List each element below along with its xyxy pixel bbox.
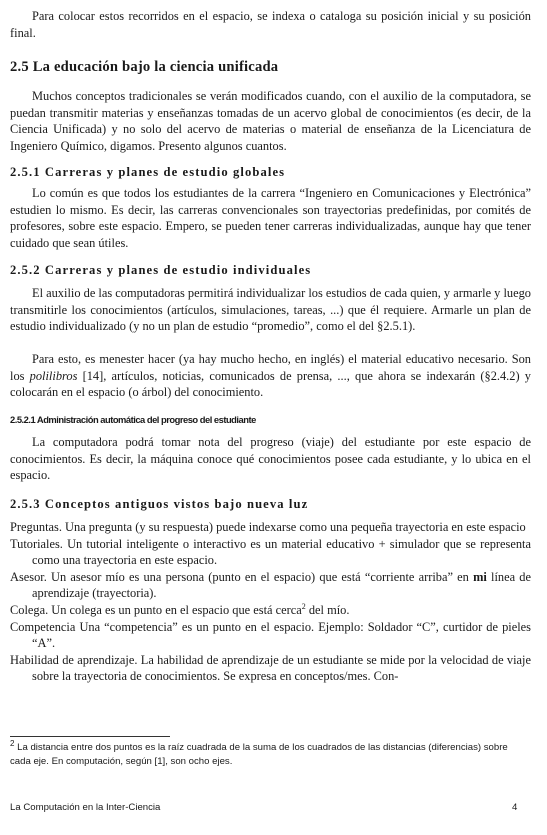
list-item-colega: Colega. Un colega es un punto en el espacio que está cerca$^2$ del mío. bbox=[10, 601, 350, 617]
footnote-mark: 2 bbox=[10, 738, 15, 748]
list-item-asesor: Asesor. Un asesor mío es una persona (punto en el espacio) que está “corriente arriba” en mi línea de aprendizaje (trayectoria). bbox=[10, 569, 531, 601]
footer-title: La Computación en la Inter-Ciencia bbox=[10, 802, 161, 813]
paragraph-2-5-2-a: El auxilio de las computadoras permitirá individualizar los estudios de cada quien, y armarle y luego transmitirle los conocimientos (artículos, simulaciones, tareas, ...) que él requiere. Armarle un plan de estudio individualizado (y no un plan de estudio “promedio”, como el del §2.5.1). bbox=[10, 286, 531, 334]
paragraph-2-5-1: Lo común es que todos los estudiantes de la carrera “Ingeniero en Comunicaciones y Electrónica” estudien lo mismo. Es decir, las carreras convencionales son trayectorias predefinidas, por comités de profesores, sobre este espacio. Empero, se pueden tener carreras individualizadas, aunque hay que tener cuidado que sean útiles. bbox=[10, 186, 531, 250]
footnote-divider bbox=[10, 736, 170, 737]
list-item-habilidad: Habilidad de aprendizaje. La habilidad de aprendizaje de un estudiante se mide por la velocidad de viaje sobre la trayectoria de conocimientos. Se expresa en conceptos/mes. Con- bbox=[10, 652, 531, 684]
list-item-competencia: Competencia Una “competencia” es un punto en el espacio. Ejemplo: Soldador “C”, curtidor de pieles “A”. bbox=[10, 619, 531, 651]
section-heading-2-5-3: 2.5.3 Conceptos antiguos vistos bajo nueva luz bbox=[10, 497, 309, 511]
list-item-tutoriales: Tutoriales. Un tutorial inteligente o interactivo es un material educativo + simulador que se representa como una trayectoria en este espacio. bbox=[10, 536, 531, 568]
paragraph-2-5-2-b: Para esto, es menester hacer (ya hay mucho hecho, en inglés) el material educativo necesario. Son los polilibros [14], artículos, noticias, comunicados de prensa, ..., que ahora se indexarán (§2.4.2) y colocarán en el espacio (o árbol) del conocimiento. bbox=[10, 352, 531, 400]
definitions-list bbox=[10, 519, 531, 685]
polilibros-term: polilibros bbox=[29, 368, 78, 383]
section-heading-2-5: 2.5 La educación bajo la ciencia unificada bbox=[10, 59, 279, 75]
page-number: 4 bbox=[512, 802, 518, 813]
section-heading-2-5-2-1: 2.5.2.1 Administración automática del progreso del estudiante bbox=[10, 414, 256, 425]
list-item-preguntas: Preguntas. Una pregunta (y su respuesta) puede indexarse como una pequeña trayectoria en este espacio bbox=[10, 520, 526, 534]
paragraph-2-5: Muchos conceptos tradicionales se verán modificados cuando, con el auxilio de la computadora, se puedan transmitir materias y enseñanzas tomadas de un acervo global de conocimientos (es decir, de la Ciencia Unificada) y no solo del acervo de materias o material de enseñanza de la Licenciatura de Ingeniero Químico, digamos. Presento algunos cuantos. bbox=[10, 89, 531, 153]
footnote-ref: 2 bbox=[301, 601, 306, 611]
footnote: $^2$ La distancia entre dos puntos es la raíz cuadrada de la suma de los cuadrados de las distancias (diferencias) sobre cada eje. En computación, según [1], son ocho ejes. bbox=[10, 738, 508, 767]
section-heading-2-5-2: 2.5.2 Carreras y planes de estudio individuales bbox=[10, 263, 312, 277]
section-heading-2-5-1: 2.5.1 Carreras y planes de estudio globales bbox=[10, 165, 286, 179]
intro-paragraph: Para colocar estos recorridos en el espacio, se indexa o cataloga su posición inicial y su posición final. bbox=[10, 9, 531, 40]
paragraph-2-5-2-1: La computadora podrá tomar nota del progreso (viaje) del estudiante por este espacio de conocimientos. Es decir, la máquina conoce qué conocimientos posee cada estudiante, y lo ubica en el espacio. bbox=[10, 435, 531, 483]
